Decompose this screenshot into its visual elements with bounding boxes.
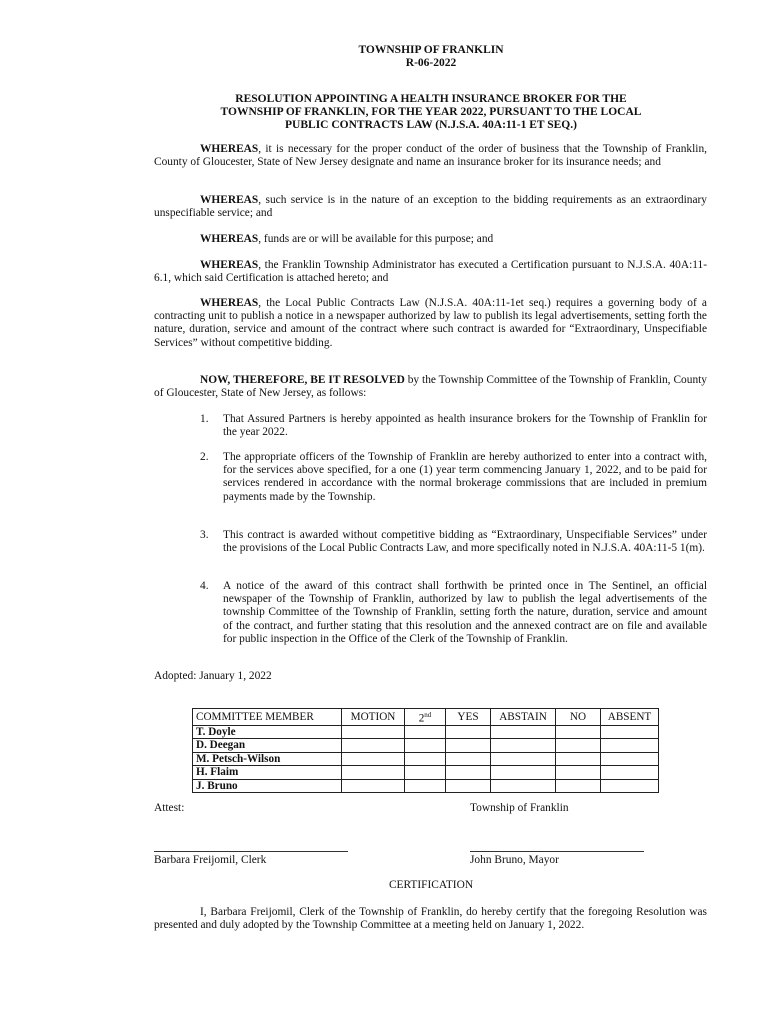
header-no: NO (556, 709, 601, 726)
table-row (193, 725, 659, 739)
header-motion: MOTION (342, 709, 405, 726)
clerk-name: Barbara Freijomil, Clerk (154, 854, 267, 866)
vote-table-header-row (193, 709, 659, 726)
adopted-date: Adopted: January 1, 2022 (154, 670, 272, 682)
resolution-title-line-2: TOWNSHIP OF FRANKLIN, FOR THE YEAR 2022, PURSUANT TO THE LOCAL (220, 106, 642, 118)
member-name: H. Flaim (193, 766, 342, 780)
header-absent: ABSENT (601, 709, 659, 726)
certification-heading: CERTIFICATION (388, 879, 474, 891)
resolved-paragraph: NOW, THEREFORE, BE IT RESOLVED by the Township Committee of the Township of Franklin, County of Gloucester, State of New Jersey, as follows: (154, 374, 708, 400)
township-signature-label: Township of Franklin (470, 802, 569, 814)
member-name: J. Bruno (193, 779, 342, 793)
whereas-paragraph-5: WHEREAS, the Local Public Contracts Law (N.J.S.A. 40A:11-1et seq.) requires a governing body of a contracting unit to publish a notice in a newspaper authorized by law to publish its legal advertisements, setting forth the nature, duration, service and amount of the contract where such contract is awarded for “Extraordinary, Unspecifiable Services” without competitive bidding. (154, 297, 707, 349)
header-abstain: ABSTAIN (491, 709, 556, 726)
table-row (193, 739, 659, 753)
table-row (193, 752, 659, 766)
resolution-number: R-06-2022 (405, 57, 457, 69)
header-yes: YES (446, 709, 491, 726)
certification-paragraph: I, Barbara Freijomil, Clerk of the Township of Franklin, do hereby certify that the foregoing Resolution was presented and duly adopted by the Township Committee at a meeting held on January 1, 2022. (154, 906, 707, 932)
whereas-paragraph-4: WHEREAS, the Franklin Township Administrator has executed a Certification pursuant to N.J.S.A. 40A:11-6.1, which said Certification is attached hereto; and (154, 259, 707, 285)
whereas-paragraph-1: WHEREAS, it is necessary for the proper conduct of the order of business that the Township of Franklin, County of Gloucester, State of New Jersey designate and name an insurance broker for its insurance needs; and (154, 143, 707, 169)
header-committee-member: COMMITTEE MEMBER (193, 709, 342, 726)
township-heading: TOWNSHIP OF FRANKLIN (358, 44, 504, 56)
mayor-name: John Bruno, Mayor (470, 854, 559, 866)
clerk-signature-line (154, 851, 348, 852)
header-second: 2nd (405, 709, 446, 726)
member-name: M. Petsch-Wilson (193, 752, 342, 766)
whereas-paragraph-3: WHEREAS, funds are or will be available for this purpose; and (200, 233, 494, 245)
table-row (193, 779, 659, 793)
whereas-paragraph-2: WHEREAS, such service is in the nature of an exception to the bidding requirements as an extraordinary unspecifiable service; and (154, 194, 707, 220)
resolution-title-line-1: RESOLUTION APPOINTING A HEALTH INSURANCE BROKER FOR THE (235, 93, 627, 105)
table-row (193, 766, 659, 780)
mayor-signature-line (470, 851, 644, 852)
vote-table (192, 708, 659, 793)
document-page: TOWNSHIP OF FRANKLIN R-06-2022 RESOLUTION APPOINTING A HEALTH INSURANCE BROKER FOR THE TOWNSHIP OF FRANKLIN, FOR THE YEAR 2022, PURSUANT TO THE LOCAL PUBLIC CONTRACTS LAW (N.J.S.A. 40A:11-1 ET SEQ.) WHEREAS, it is necessary for the proper conduct of the order of business that the Township of Franklin, County of Gloucester, State of New Jersey designate and name an insurance broker for its insurance needs; and WHEREAS, such service is in the nature of an exception to the bidding requirements as an extraordinary unspecifiable service; and WHEREAS, funds are or will be available for this purpose; and WHEREAS, the Franklin Township Administrator has executed a Certification pursuant to N.J.S.A. 40A:11-6.1, which said Certification is attached hereto; and WHEREAS, the Local Public Contracts Law (N.J.S.A. 40A:11-1et seq.) requires a governing body of a contracting unit to publish a notice in a newspaper authorized by law to publish its legal advertisements, setting forth the nature, duration, service and amount of the contract where such contract is awarded for “Extraordinary, Unspecifiable Services” without competitive bidding. NOW, THEREFORE, BE IT RESOLVED by the Township Committee of the Township of Franklin, County of Gloucester, State of New Jersey, as follows: 1. That Assured Partners is hereby appointed as health insurance brokers for the Township of Franklin for the year 2022. 2. The appropriate officers of the Township of Franklin are hereby authorized to enter into a contract with, for the services above specified, for a one (1) year term commencing January 1, 2022, and to be paid for services rendered in accordance with the normal brokerage commissions that are included in premium payments made by the Township. 3. This contract is awarded without competitive bidding as “Extraordinary, Unspecifiable Services” under the provisions of the Local Public Contracts Law, and more specifically noted in N.J.S.A. 40A:11-5 1(m). 4. A notice of the award of this contract shall forthwith be printed once in The Sentinel, an official newspaper of the Township of Franklin, authorized by law to publish the legal advertisements of the township Committee of the Township of Franklin, setting forth the nature, duration, service and amount of the contract, and further stating that this resolution and the annexed contract are on file and available for public inspection in the Office of the Clerk of the Township of Franklin. Adopted: January 1, 2022 COMMITTEE MEMBER MOTION 2nd YES ABSTAIN NO ABSENT T. Doyle D. Deegan M. Petsch-Wilson H. Flaim J. Bruno Attest: Township of Franklin Barbara Freijomil, Clerk John Bruno, Mayor CERTIFICATION I, Barbara Freijomil, Clerk of the Township of Franklin, do hereby certify that the foregoing Resolution was presented and duly adopted by the Township Committee at a meeting held on January 1, 2022. (0, 0, 770, 1024)
member-name: T. Doyle (193, 725, 342, 739)
resolution-title-line-3: PUBLIC CONTRACTS LAW (N.J.S.A. 40A:11-1 ET SEQ.) (285, 119, 577, 131)
attest-label: Attest: (154, 802, 185, 814)
member-name: D. Deegan (193, 739, 342, 753)
